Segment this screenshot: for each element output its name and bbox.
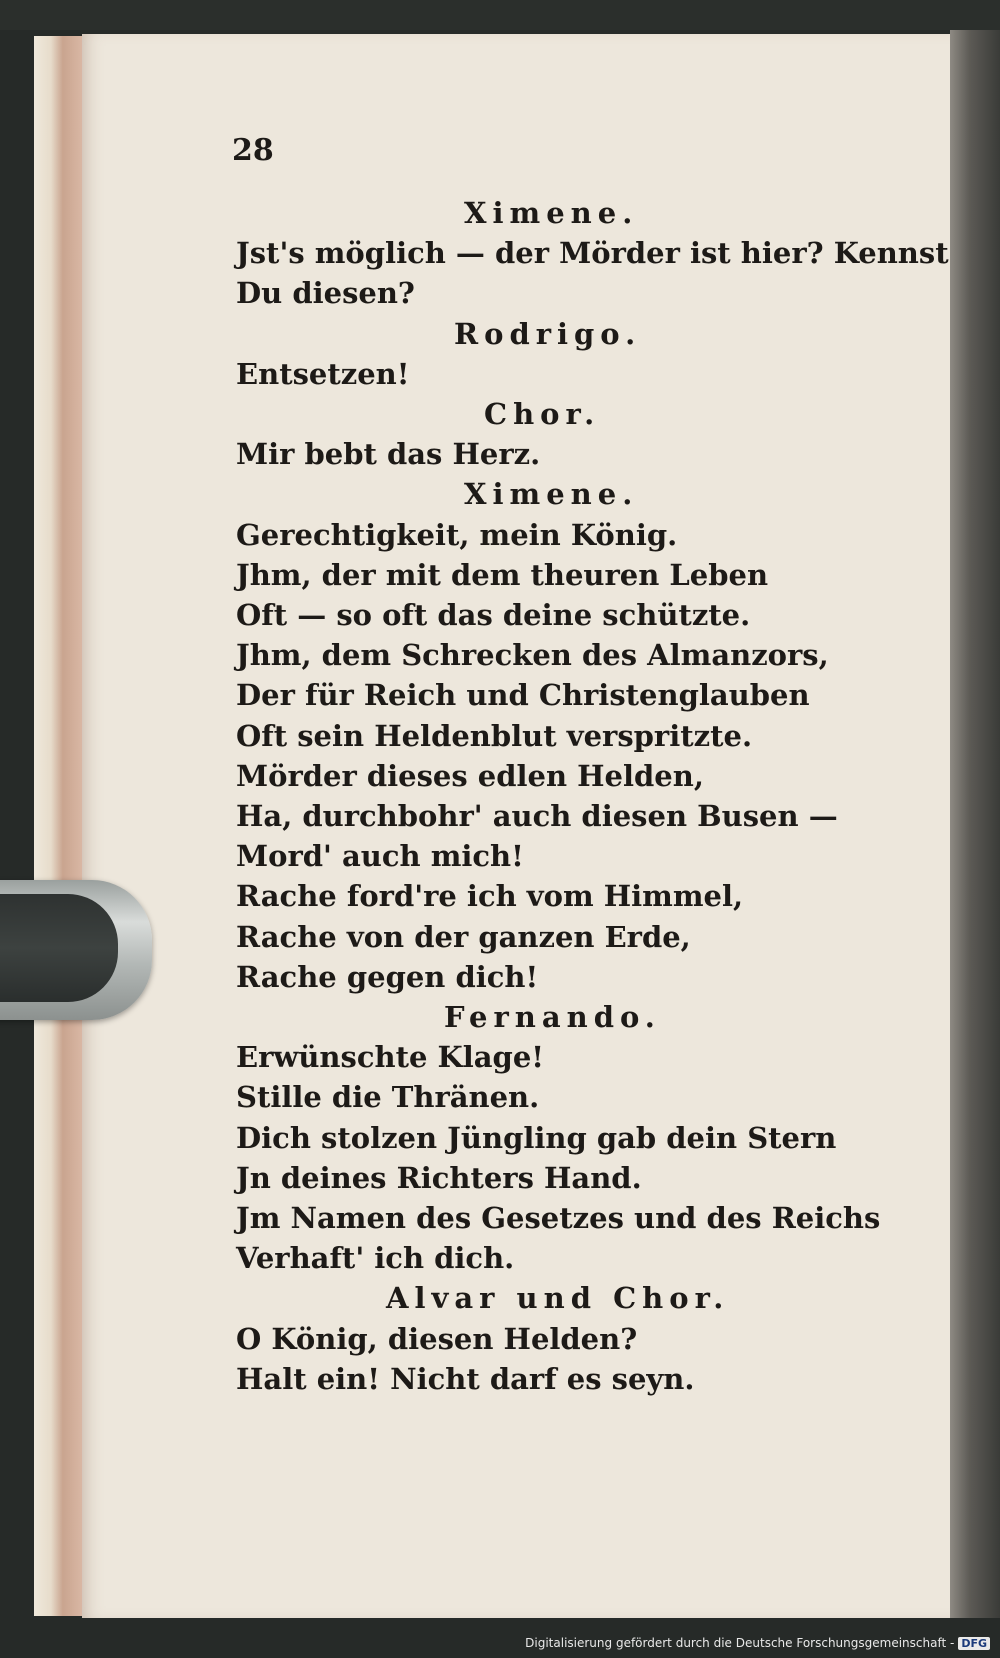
speaker-name: Rodrigo. <box>454 316 642 351</box>
verse-line: Mörder dieses edlen Helden, <box>236 758 704 793</box>
verse-line: Du diesen? <box>236 276 415 311</box>
scan-background-top <box>0 0 1000 30</box>
verse-line: Mord' auch mich! <box>236 839 524 874</box>
verse-line: Oft sein Heldenblut verspritzte. <box>236 718 753 753</box>
page-clip <box>0 880 152 1020</box>
speaker-name: Alvar und Chor. <box>386 1281 730 1316</box>
page-clip-slot <box>0 894 118 1002</box>
verse-line: Jm Namen des Gesetzes und des Reichs <box>236 1201 881 1235</box>
verse-line: Oft — so oft das deine schützte. <box>236 598 751 632</box>
page-stack-edge <box>34 36 82 1616</box>
verse-line: Rache ford're ich vom Himmel, <box>236 879 744 914</box>
verse-line: Verhaft' ich dich. <box>236 1241 515 1276</box>
verse-line: Rache von der ganzen Erde, <box>236 919 691 954</box>
digitization-footer <box>525 1636 990 1650</box>
footer-text: Digitalisierung gefördert durch die Deutsche Forschungsgemeinschaft - <box>525 1636 955 1650</box>
verse-line: Rache gegen dich! <box>236 959 539 994</box>
verse-line: Gerechtigkeit, mein König. <box>236 517 678 552</box>
speaker-name: Fernando. <box>444 1000 661 1034</box>
speaker-name: Ximene. <box>464 196 639 230</box>
verse-line: Jhm, der mit dem theuren Leben <box>236 557 769 592</box>
verse-line: Jhm, dem Schrecken des Almanzors, <box>236 638 829 673</box>
verse-line: Jst's möglich — der Mörder ist hier? Kennst <box>236 236 949 271</box>
speaker-name: Chor. <box>484 397 601 431</box>
verse-line: Mir bebt das Herz. <box>236 437 541 472</box>
verse-line: Dich stolzen Jüngling gab dein Stern <box>236 1120 837 1155</box>
verse-line: Erwünschte Klage! <box>236 1040 544 1075</box>
book-spine-shadow <box>950 30 1000 1625</box>
verse-line: Jn deines Richters Hand. <box>236 1160 642 1195</box>
page-number: 28 <box>232 133 274 168</box>
verse-line: Ha, durchbohr' auch diesen Busen — <box>236 799 838 833</box>
verse-line: Entsetzen! <box>236 356 410 391</box>
dfg-logo: DFG <box>958 1637 990 1650</box>
verse-line: Stille die Thränen. <box>236 1080 540 1115</box>
verse-line: Halt ein! Nicht darf es seyn. <box>236 1361 695 1396</box>
verse-line: Der für Reich und Christenglauben <box>236 678 810 713</box>
verse-line: O König, diesen Helden? <box>236 1321 638 1356</box>
speaker-name: Ximene. <box>464 477 639 512</box>
